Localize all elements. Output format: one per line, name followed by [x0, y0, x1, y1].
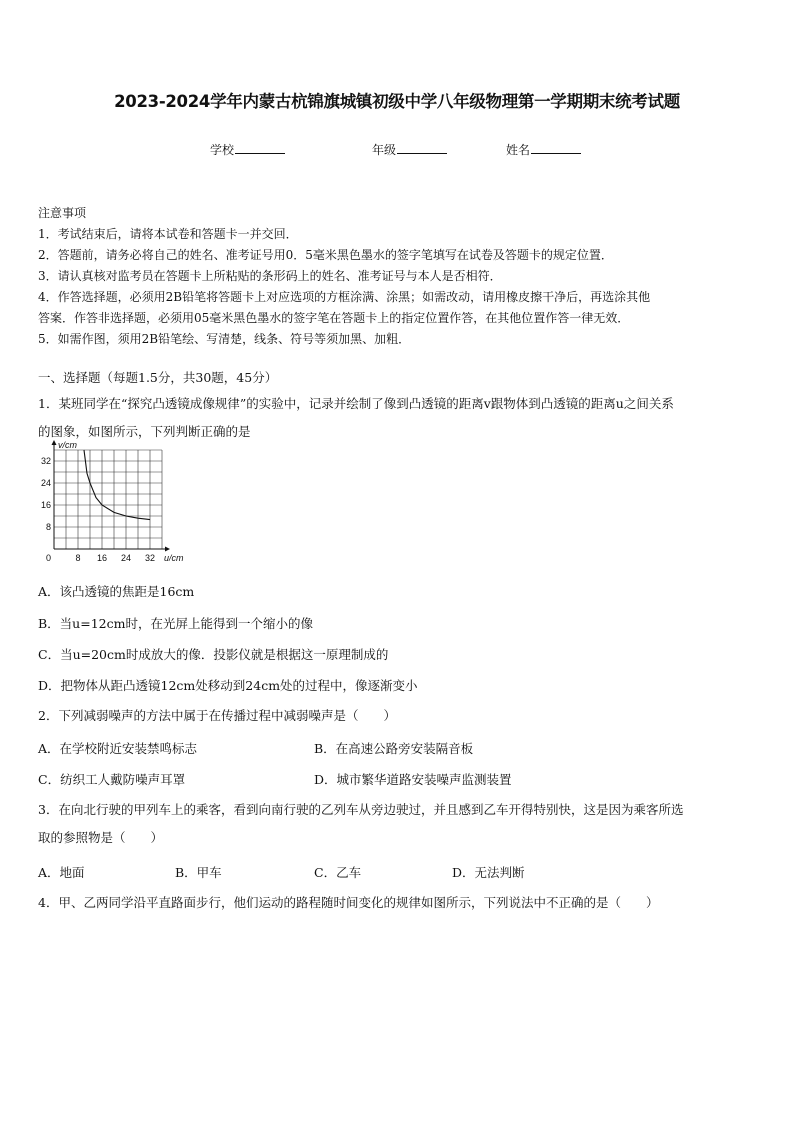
section-heading: 一、选择题（每题1.5分，共30题，45分）: [38, 370, 278, 385]
student-info-fields: [0, 141, 794, 161]
question-1-stem: [38, 390, 760, 446]
q3-line-2: 取的参照物是（ ）: [38, 830, 164, 845]
y-tick-label: 24: [40, 478, 51, 488]
y-tick-label: 8: [45, 522, 51, 532]
q1-line-2: 的图象，如图所示，下列判断正确的是: [38, 424, 251, 439]
name-blank[interactable]: [531, 141, 581, 154]
q1-line-1: 1．某班同学在“探究凸透镜成像规律”的实验中，记录并绘制了像到凸透镜的距离v跟物体到凸透镜的距离u之间关系: [38, 396, 674, 411]
notice-item: 4．作答选择题，必须用2B铅笔将答题卡上对应选项的方框涂满、涂黑；如需改动，请用橡皮擦干净后，再选涂其他: [38, 290, 651, 304]
notice-heading: 注意事项: [38, 206, 87, 220]
grade-field[interactable]: [372, 141, 447, 158]
notice-item: 3．请认真核对监考员在答题卡上所粘贴的条形码上的姓名、准考证号与本人是否相符．: [38, 269, 502, 283]
notice-item: 1．考试结束后，请将本试卷和答题卡一并交回．: [38, 227, 298, 241]
x-tick-label: 16: [96, 553, 108, 563]
x-tick-label: 32: [144, 553, 156, 563]
y-tick-label: 16: [40, 500, 51, 510]
q3-line-1: 3．在向北行驶的甲列车上的乘客，看到向南行驶的乙列车从旁边驶过，并且感到乙车开得特别快，这是因为乘客所选: [38, 802, 684, 817]
v-u-curve: [84, 450, 150, 520]
q3-option-d[interactable]: D．无法判断: [452, 865, 525, 880]
q2-option-b[interactable]: B．在高速公路旁安装隔音板: [314, 741, 474, 756]
q3-option-a[interactable]: A．地面: [38, 865, 85, 880]
name-field[interactable]: [506, 141, 581, 158]
q1-option-d[interactable]: D．把物体从距凸透镜12cm处移动到24cm处的过程中，像逐渐变小: [38, 678, 418, 693]
notice-item: 答案．作答非选择题，必须用05毫米黑色墨水的签字笔在答题卡上的指定位置作答，在其他位置作答一律无效．: [38, 311, 630, 325]
notice-section: [38, 203, 758, 350]
x-axis-arrow-icon: [165, 547, 170, 552]
grade-blank[interactable]: [397, 141, 447, 154]
y-axis-label: v/cm: [58, 440, 77, 450]
v-u-graph: [36, 440, 196, 570]
exam-title: 2023-2024学年内蒙古杭锦旗城镇初级中学八年级物理第一学期期末统考试题: [114, 92, 680, 111]
q1-option-a[interactable]: A．该凸透镜的焦距是16cm: [38, 584, 195, 599]
question-3-stem: [38, 796, 760, 852]
question-2-stem: 2．下列减弱噪声的方法中属于在传播过程中减弱噪声是（ ）: [38, 708, 396, 723]
school-label: 学校: [210, 143, 235, 157]
y-tick-label: 32: [40, 456, 51, 466]
name-label: 姓名: [506, 143, 531, 157]
origin-label: 0: [45, 553, 51, 563]
notice-item: 5．如需作图，须用2B铅笔绘、写清楚，线条、符号等须加黑、加粗．: [38, 332, 411, 346]
q1-option-c[interactable]: C．当u=20cm时成放大的像．投影仪就是根据这一原理制成的: [38, 647, 389, 662]
x-axis-label: u/cm: [164, 553, 184, 563]
x-tick-label: 24: [120, 553, 132, 563]
q3-option-b[interactable]: B．甲车: [175, 865, 222, 880]
school-blank[interactable]: [235, 141, 285, 154]
q2-option-d[interactable]: D．城市繁华道路安装噪声监测装置: [314, 772, 512, 787]
question-4-stem: 4．甲、乙两同学沿平直路面步行，他们运动的路程随时间变化的规律如图所示，下列说法中不正确的是（ ）: [38, 895, 659, 910]
q2-option-c[interactable]: C．纺织工人戴防噪声耳罩: [38, 772, 186, 787]
grade-label: 年级: [372, 143, 397, 157]
x-tick-label: 8: [75, 553, 81, 563]
q1-option-b[interactable]: B．当u=12cm时，在光屏上能得到一个缩小的像: [38, 616, 313, 631]
notice-item: 2．答题前，请务必将自己的姓名、准考证号用0．5毫米黑色墨水的签字笔填写在试卷及答题卡的规定位置．: [38, 248, 613, 262]
q2-option-a[interactable]: A．在学校附近安装禁鸣标志: [38, 741, 198, 756]
school-field[interactable]: [210, 141, 285, 158]
q3-option-c[interactable]: C．乙车: [314, 865, 362, 880]
